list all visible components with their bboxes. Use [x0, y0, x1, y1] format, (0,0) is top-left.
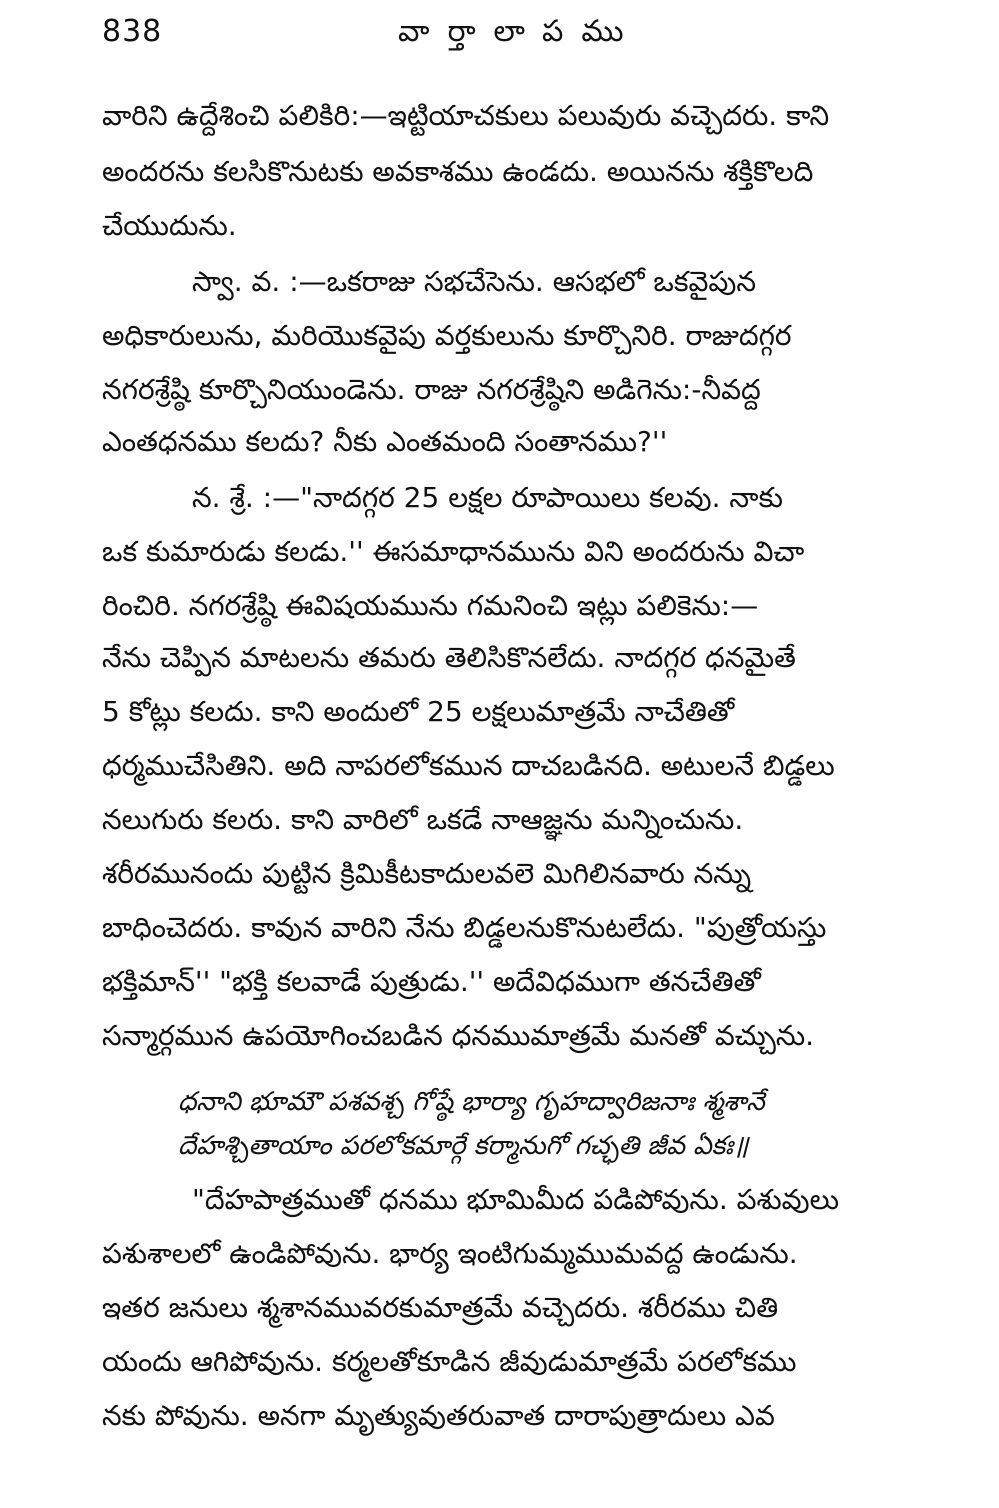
text-line: అందరను కలసికొనుటకు అవకాశము ఉండదు. అయినను శక్తికొలది — [102, 155, 814, 188]
text-line: "దేహపాత్రముతో ధనము భూమిమీద పడిపోవును. పశువులు — [192, 1183, 840, 1216]
text-line: వారిని ఉద్దేశించి పలికిరి:—ఇట్టియాచకులు పలువురు వచ్చెదరు. కాని — [102, 99, 830, 132]
text-line: ఒక కుమారుడు కలడు.'' ఈసమాధానమును విని అందరును విచా — [102, 535, 805, 568]
text-line: న. శ్రే. :—"నాదగ్గర 25 లక్షల రూపాయిలు కలవు. నాకు — [192, 481, 783, 514]
text-line: శరీరమునందు పుట్టిన క్రిమికీటకాదులవలె మిగిలినవారు నన్ను — [102, 857, 752, 890]
verse-line: ధనాని భూమౌ పశవశ్చ గోష్ఠే భార్యా గృహద్వారిజనాః శ్మశానే — [178, 1087, 765, 1117]
text-line: స్వా. వ. :—ఒకరాజు సభచేసెను. ఆసభలో ఒకవైపున — [192, 265, 757, 298]
text-line: ఎంతధనము కలదు? నీకు ఎంతమంది సంతానము?'' — [102, 425, 668, 458]
running-title: వార్తాలాపము — [398, 14, 642, 49]
text-line: నేను చెప్పిన మాటలను తమరు తెలిసికొనలేదు. నాదగ్గర ధనమైతే — [102, 641, 796, 674]
text-line: ఇతర జనులు శ్మశానమువరకుమాత్రమే వచ్చెదరు. శరీరము చితి — [102, 1291, 779, 1324]
text-line: పశుశాలలో ఉండిపోవును. భార్య ఇంటిగుమ్మముమవద్ద ఉండును. — [102, 1237, 798, 1270]
text-line: ధర్మముచేసితిని. అది నాపరలోకమున దాచబడినది. అటులనే బిడ్డలు — [102, 749, 835, 782]
text-line: నగరశ్రేష్ఠి కూర్చొనియుండెను. రాజు నగరశ్రేష్ఠిని అడిగెను:-నీవద్ద — [102, 373, 761, 406]
text-line: యందు ఆగిపోవును. కర్మలతోకూడిన జీవుడుమాత్రమే పరలోకము — [102, 1345, 797, 1378]
text-line: చేయుదును. — [102, 209, 237, 242]
text-line: 5 కోట్లు కలదు. కాని అందులో 25 లక్షలుమాత్రమే నాచేతితో — [102, 695, 735, 728]
verse-line: దేహశ్చితాయాం పరలోకమార్గే కర్మానుగో గచ్ఛతి జీవ ఏకః॥ — [178, 1131, 749, 1161]
text-line: భక్తిమాన్'' "భక్తి కలవాడే పుత్రుడు.'' అదేవిధముగా తనచేతితో — [102, 965, 761, 998]
text-line: నకు పోవును. అనగా మృత్యువుతరువాత దారాపుత్రాదులు ఎవ — [102, 1399, 775, 1432]
text-line: సన్మార్గమున ఉపయోగించబడిన ధనముమాత్రమే మనతో వచ్చును. — [102, 1019, 815, 1052]
text-line: రించిరి. నగరశ్రేష్ఠి ఈవిషయమును గమనించి ఇట్లు పలికెను:— — [102, 589, 759, 622]
text-line: బాధించెదరు. కావున వారిని నేను బిడ్డలనుకొనుటలేదు. "పుత్రోయస్తు — [102, 911, 827, 944]
text-line: అధికారులును, మరియొకవైపు వర్తకులును కూర్చొనిరి. రాజుదగ్గర — [102, 319, 792, 352]
text-line: నలుగురు కలరు. కాని వారిలో ఒకడే నాఆజ్ఞను మన్నించును. — [102, 803, 744, 836]
page-number: 838 — [102, 14, 163, 49]
